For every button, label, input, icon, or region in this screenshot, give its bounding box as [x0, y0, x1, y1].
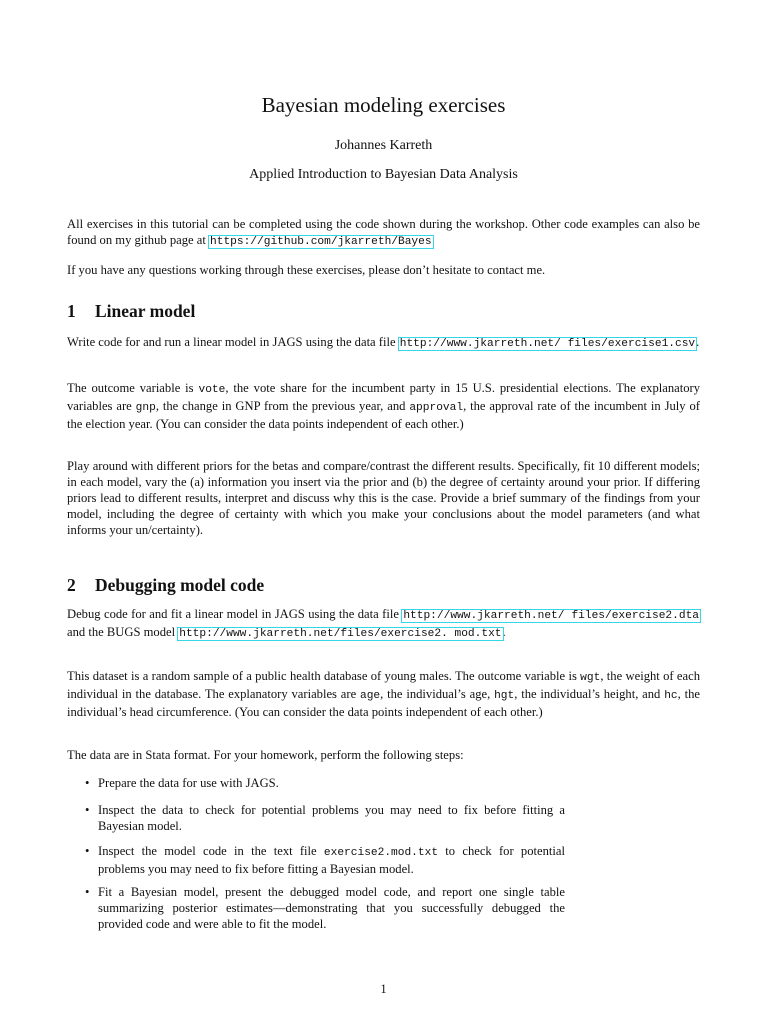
page-number: 1 — [380, 982, 387, 996]
course-name: Applied Introduction to Bayesian Data Analysis — [249, 167, 518, 182]
section-1-text: Write code for and run a linear model in JAGS using the data file — [67, 335, 399, 349]
model-file-name: exercise2.mod.txt — [323, 847, 439, 859]
section-2-paragraph-1 — [67, 606, 700, 642]
section-2-number: 2 — [67, 575, 76, 595]
text-segment: , the weight of each individual in the database. The explanatory variables are — [67, 669, 700, 701]
section-1-paragraph-3: Play around with different priors for the betas and compare/contrast the different results. Specifically, fit 10 different models; in each model, vary the (a) information you insert via the prior and (b) the degree of certainty around your prior. If differing priors lead to different results, interpret and discuss why this is the case. Provide a brief summary of the findings from your model, including the degree of certainty with which you make your conclusions about the model parameters (and what informs your un/certainty). — [67, 459, 700, 537]
section-1-number: 1 — [67, 301, 76, 321]
text-segment: , the individual’s height, and — [514, 687, 665, 701]
exercise2-model-link[interactable]: http://www.jkarreth.net/files/exercise2. mod.txt — [179, 628, 502, 640]
approval-variable: approval — [409, 402, 464, 414]
text-segment: , the individual’s head circumference. (You can consider the data points independent of each other.) — [67, 687, 700, 719]
author-name: Johannes Karreth — [334, 138, 433, 153]
list-item — [85, 802, 565, 834]
gnp-variable: gnp — [135, 402, 156, 414]
text-segment: , the approval rate of the incumbent in July of the election year. (You can consider the data points independent of each other.) — [67, 399, 701, 431]
section-2-title: Debugging model code — [95, 575, 265, 595]
exercise1-csv-link[interactable]: http://www.jkarreth.net/ files/exercise1.csv — [399, 338, 696, 350]
list-item-text: Prepare the data for use with JAGS. — [98, 776, 279, 790]
exercise2-dta-link[interactable]: http://www.jkarreth.net/ files/exercise2.dta — [403, 610, 699, 622]
text-segment: and the BUGS model — [67, 625, 179, 639]
bullet-marker: • — [85, 776, 90, 790]
text-segment: The outcome variable is — [67, 381, 199, 395]
text-segment: , the vote share for the incumbent party in 15 U.S. presidential elections. The explanatory variables are — [67, 381, 700, 413]
section-1-title: Linear model — [95, 301, 196, 321]
list-item-text: Fit a Bayesian model, present the debugged model code, and report one single table summarizing posterior estimates—demonstrating that you successfully debugged the provided code and were able to fit the model. — [98, 885, 565, 931]
document-title: Bayesian modeling exercises — [261, 93, 506, 117]
age-variable: age — [359, 690, 381, 702]
section-2-paragraph-3: The data are in Stata format. For your homework, perform the following steps: — [67, 748, 464, 762]
wgt-variable: wgt — [580, 672, 601, 684]
hc-variable: hc — [664, 690, 678, 702]
section-1-paragraph-2 — [67, 380, 700, 432]
github-link[interactable]: https://github.com/jkarreth/Bayes — [210, 236, 432, 248]
section-1-period: . — [696, 335, 700, 349]
bullet-marker: • — [85, 803, 90, 817]
vote-variable: vote — [198, 384, 226, 396]
section-1-paragraph-1 — [67, 334, 700, 352]
text-segment: . — [502, 625, 506, 639]
list-item-text: Inspect the model code in the text file — [98, 844, 324, 858]
text-segment: , the individual’s age, — [380, 687, 495, 701]
contact-paragraph: If you have any questions working through these exercises, please don’t hesitate to contact me. — [67, 263, 546, 277]
text-segment: , the change in GNP from the previous year, and — [155, 399, 410, 413]
list-item-text: Inspect the data to check for potential problems you may need to fix before fitting a Bayesian model. — [98, 803, 565, 833]
list-item — [85, 843, 565, 877]
list-item — [85, 884, 565, 932]
list-item-text: to check for potential problems you may need to fix before fitting a Bayesian model. — [98, 844, 565, 876]
text-segment: Debug code for and fit a linear model in JAGS using the data file — [67, 607, 403, 621]
bullet-marker: • — [85, 885, 90, 899]
bullet-marker: • — [85, 844, 90, 858]
text-segment: This dataset is a random sample of a public health database of young males. The outcome variable is — [67, 669, 581, 683]
section-2-heading — [67, 574, 264, 596]
intro-text: All exercises in this tutorial can be completed using the code shown during the workshop. Other code examples can also be found on my github page at — [67, 217, 700, 247]
section-1-heading — [67, 300, 195, 322]
list-item — [85, 775, 565, 791]
intro-paragraph — [67, 216, 700, 250]
hgt-variable: hgt — [494, 690, 515, 702]
section-2-paragraph-2 — [67, 668, 700, 720]
